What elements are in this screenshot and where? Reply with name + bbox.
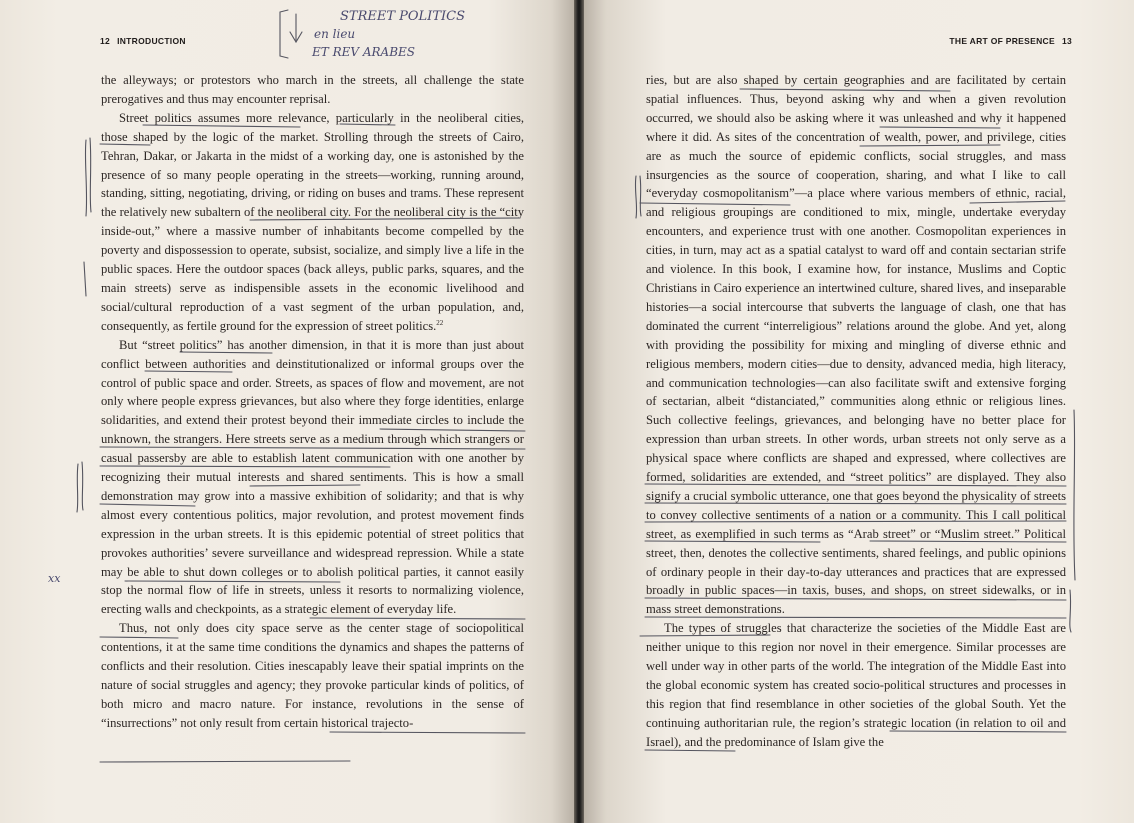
left-body-text	[101, 71, 524, 733]
annotation-line-3: ET REV ARABES	[312, 45, 416, 59]
book-gutter	[574, 0, 584, 823]
left-page-number: 12	[100, 36, 111, 46]
annotation-line-1: STREET POLITICS	[340, 9, 465, 24]
left-running-head-title: INTRODUCTION	[117, 36, 186, 46]
right-running-head	[949, 36, 1072, 46]
right-page-number: 13	[1061, 36, 1072, 46]
left-running-head	[100, 36, 186, 46]
left-paragraph-3: But “street politics” has another dimension, in that it is more than just about conflict between authorities and deinstitutionalized or informal groups over the control of public space and order. Streets, as spaces of flow and movement, are not only where people express grievances, but also where they forge identities, enlarge solidarities, and extend their protest beyond their immediate circles to include the unknown, the strangers. Here streets serve as a medium through which strangers or casual passersby are able to establish latent communication with one another by recognizing their mutual interests and shared sentiments. This is how a small demonstration may grow into a massive exhibition of solidarity; and that is why almost every contentious politics, major revolution, and protest movement finds expression in the urban streets. It is this epidemic potential of street politics that provokes authorities’ severe surveillance and widespread repression. While a state may be able to shut down colleges or to abolish political parties, it cannot easily stop the normal flow of life in streets, unless it resorts to normalizing violence, erecting walls and checkpoints, as a strategic element of everyday life.	[101, 337, 524, 617]
left-paragraph-2	[101, 109, 524, 336]
right-running-head-title: THE ART OF PRESENCE	[949, 36, 1055, 46]
right-body-text	[646, 71, 1066, 752]
left-paragraph-4: Thus, not only does city space serve as the center stage of sociopolitical contentions, it at the same time conditions the dynamics and shapes the patterns of conflicts and their resolution. Cities inescapably leave their spatial imprints on the nature of social struggles and agency; they provoke particular kinds of politics, of both micro and macro nature. For instance, revolutions in the sense of “insurrections” not only result from certain historical trajecto-	[101, 621, 524, 730]
left-paragraph-1: the alleyways; or protestors who march in the streets, all challenge the state prerogatives and thus may encounter reprisal.	[101, 73, 524, 106]
right-page	[584, 0, 1134, 823]
right-paragraph-2: The types of struggles that characterize the societies of the Middle East are neither unique to this region nor novel in their emergence. Similar processes are well under way in other parts of the world. The integration of the Middle East into the global economic system has created socio-political structures and processes in this region that find resemblance in other societies of the global South. Yet the continuing authoritarian rule, the region’s strategic location (in relation to oil and Israel), and the predominance of Islam give the	[646, 621, 1066, 749]
left-paragraph-2-text: Street politics assumes more relevance, particularly in the neoliberal cities, those shaped by the logic of the market. Strolling through the streets of Cairo, Tehran, Dakar, or Jakarta in the midst of a working day, one is astonished by the presence of so many people operating in the streets—working, running around, standing, sitting, negotiating, driving, or riding on buses and trams. These represent the relatively new subaltern of the neoliberal city. For the neoliberal city is the “city inside-out,” where a massive number of inhabitants become compelled by the poverty and dispossession to operate, subsist, socialize, and simply live a life in the public spaces. Here the outdoor spaces (back alleys, public parks, squares, and the main streets) serve as indispensible assets in the economic livelihood and social/cultural reproduction of a vast segment of the urban population, and, consequently, as fertile ground for the expression of street politics.	[101, 110, 524, 333]
annotation-line-2: en lieu	[314, 27, 356, 41]
footnote-ref: 22	[436, 318, 444, 327]
right-paragraph-1: ries, but are also shaped by certain geographies and are facilitated by certain spatial influences. Thus, beyond asking why and when a given revolution occurred, we should also be asking where it was unleashed and why it happened where it did. As sites of the concentration of wealth, power, and privilege, cities are as much the source of epidemic conflicts, social struggles, and mass insurgencies as the source of cooperation, sharing, and what I like to call “everyday cosmopolitanism”—a place where various members of ethnic, racial, and religious groupings are conditioned to mix, mingle, undertake everyday encounters, and experience trust with one another. Cosmopolitan experiences in cities, in turn, may act as a spatial catalyst to ward off and contain sectarian strife and violence. In this book, I examine how, for instance, Muslims and Coptic Christians in Cairo experience an intertwined culture, shared lives, and inseparable histories—a social intercourse that subverts the language of clash, one that has dominated the current “interreligious” relations around the globe. And yet, along with providing the possibility for mixing and mingling of diverse ethnic and religious members, modern cities—due to density, advanced media, high literacy, and communication technologies—can also facilitate swift and extensive forging of sectarian, albeit “distanciated,” communities along ethnic or religious lines. Such collective feelings, grievances, and belonging have no better place for expression than urban streets. In other words, urban streets not only serve as a physical space where conflicts are shaped and expressed, where collectives are formed, solidarities are extended, and “street politics” are displayed. They also signify a crucial symbolic utterance, one that goes beyond the physicality of streets to convey collective sentiments of a nation or a community. This I call political street, as exemplified in such terms as “Arab street” or “Muslim street.” Political street, then, denotes the collective sentiments, shared feelings, and public opinions of ordinary people in their day-to-day utterances and practices that are expressed broadly in public spaces—in taxis, buses, and shops, on street sidewalks, or in mass street demonstrations.	[646, 73, 1066, 617]
annotation-margin-mark: xx	[48, 572, 61, 585]
